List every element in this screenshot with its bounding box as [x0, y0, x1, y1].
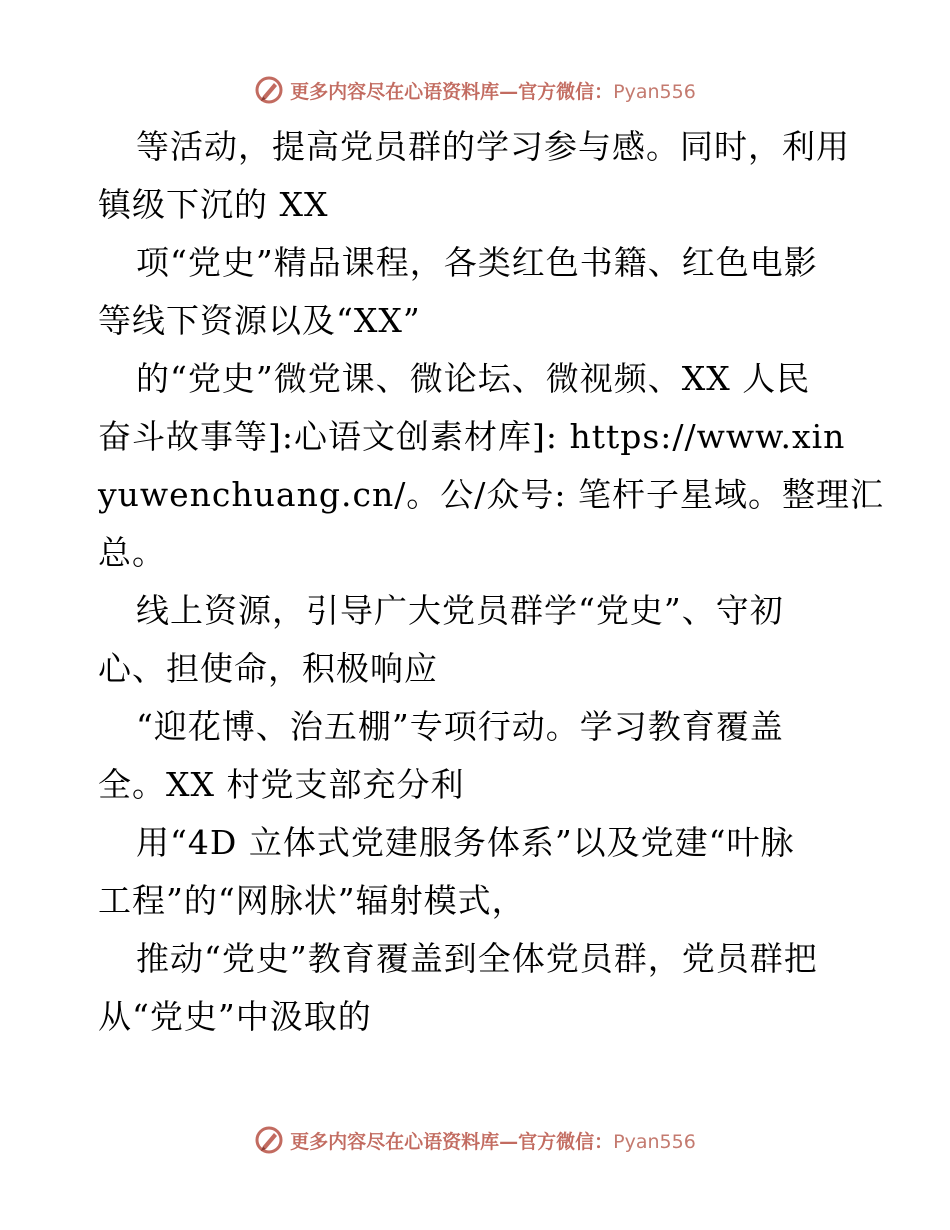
- pen-logo-icon: [254, 1125, 284, 1155]
- text-line: 推动“党史”教育覆盖到全体党员群，党员群把: [136, 939, 818, 978]
- header-banner-cn: 更多内容尽在心语资料库—官方微信：: [290, 80, 614, 103]
- header-banner: [0, 70, 950, 110]
- pen-logo-icon: [254, 75, 284, 105]
- text-line: 的“党史”微党课、微论坛、微视频、XX 人民: [136, 359, 811, 398]
- footer-banner-id: Pyan556: [613, 1130, 696, 1153]
- text-line: 项“党史”精品课程，各类红色书籍、红色电影: [136, 243, 818, 282]
- footer-banner-text: [290, 1127, 696, 1154]
- text-line: 等线下资源以及“XX”: [98, 301, 421, 340]
- text-line: 线上资源，引导广大党员群学“党史”、守初: [136, 591, 784, 630]
- header-banner-id: Pyan556: [613, 80, 696, 103]
- text-line: 奋斗故事等]:心语文创素材库]: https://www.xin: [98, 417, 846, 456]
- text-line: 用“4D 立体式党建服务体系”以及党建“叶脉: [136, 823, 795, 862]
- text-line: 从“党史”中汲取的: [98, 997, 372, 1036]
- document-body: [98, 118, 885, 1046]
- text-line: 镇级下沉的 XX: [98, 185, 329, 224]
- text-line: “迎花博、治五棚”专项行动。学习教育覆盖: [136, 707, 784, 746]
- footer-banner: [0, 1120, 950, 1160]
- text-line: 等活动，提高党员群的学习参与感。同时，利用: [136, 127, 850, 166]
- text-line: yuwenchuang.cn/。公/众号: 笔杆子星域。整理汇: [98, 475, 885, 514]
- text-line: 工程”的“网脉状”辐射模式，: [98, 881, 526, 920]
- text-line: 全。XX 村党支部充分利: [98, 765, 465, 804]
- footer-banner-cn: 更多内容尽在心语资料库—官方微信：: [290, 1130, 614, 1153]
- header-banner-text: [290, 77, 696, 104]
- text-line: 总。: [98, 533, 166, 572]
- text-line: 心、担使命，积极响应: [98, 649, 438, 688]
